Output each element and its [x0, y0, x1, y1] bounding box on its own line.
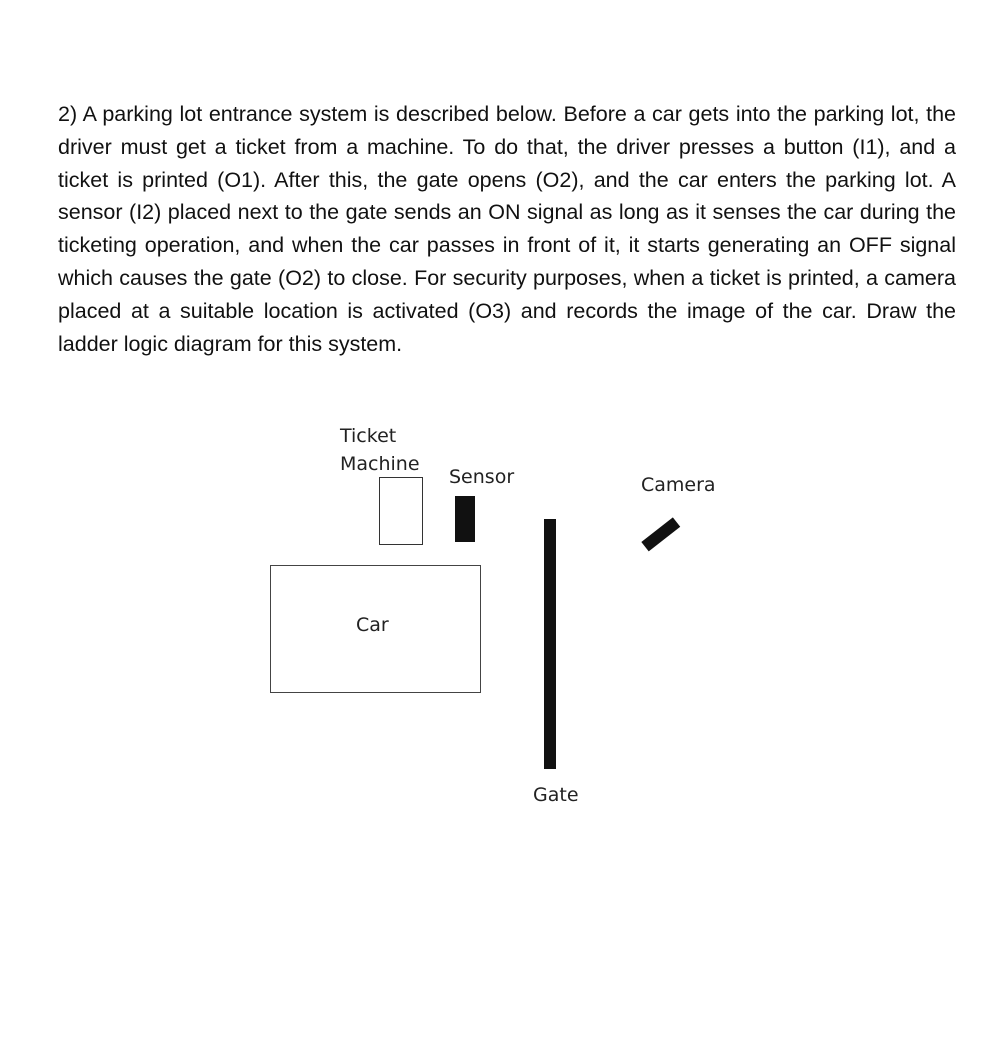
gate-label: Gate — [533, 784, 579, 806]
car-label: Car — [356, 614, 389, 636]
ticket-machine-label-line1: Ticket — [340, 425, 397, 447]
ticket-machine-label — [340, 422, 420, 478]
question-text: 2) A parking lot entrance system is described below. Before a car gets into the parking lot, the driver must get a ticket from a machine. To do that, the driver presses a button (I1), and a ticket is printed (O1). After this, the gate opens (O2), and the car enters the parking lot. A sensor (I2) placed next to the gate sends an ON signal as long as it senses the car during the ticketing operation, and when the car passes in front of it, it starts generating an OFF signal which causes the gate (O2) to close. For security purposes, when a ticket is printed, a camera placed at a suitable location is activated (O3) and records the image of the car. Draw the ladder logic diagram for this system. — [58, 102, 956, 356]
sensor-label: Sensor — [449, 466, 515, 488]
camera-icon — [637, 512, 683, 558]
sensor-block — [455, 496, 475, 542]
ticket-machine-label-line2: Machine — [340, 453, 420, 475]
camera-label: Camera — [641, 474, 716, 496]
ticket-machine-box — [379, 477, 423, 545]
gate-bar — [544, 519, 556, 769]
